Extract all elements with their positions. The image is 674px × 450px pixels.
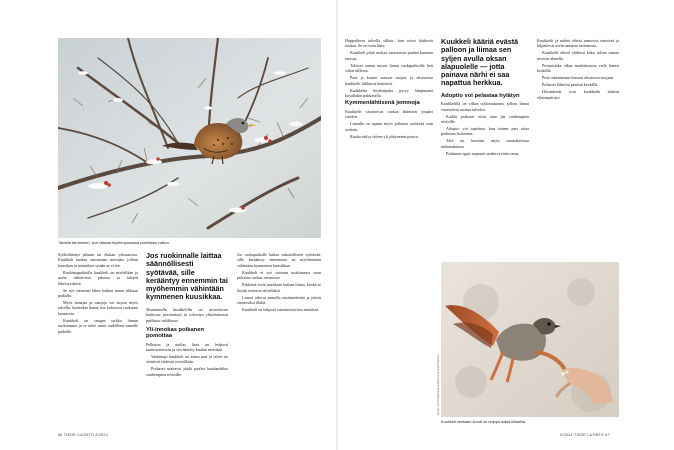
photo-fieldfare: [58, 38, 321, 238]
paragraph: Se syö siemenet lähes kaiken muun rikkaan paikalla.: [58, 287, 138, 299]
paragraph: Pakkaset eivät juurikaan haittaa lintua, koska se löytää ravintoa talvellakin.: [237, 282, 321, 293]
paragraph: Kuukkeli on helposti tunnistettavissa metsässä.: [242, 307, 320, 313]
text-column-3: [237, 252, 321, 428]
page-footer-left: 56 TIEDE LUONTO 2/2024: [58, 433, 109, 437]
paragraph: Adoptio voi tapahtua, kun toinen pari ottaa poikasen hoitoonsa.: [441, 125, 529, 137]
pull-quote: Kuukkeli kääriä evästä palloon ja liimaa sen syljen avulla oksan alapuolelle — jotta painava närhi ei saa napattua herkkua.: [441, 38, 519, 88]
quote: Muutamalla kuukkelilla on tavoitteena kaikessa pesinnässä ja talvensa ylittämisessä pakkuna talikkona.: [146, 306, 228, 323]
section-heading: Kymmenlähtisenä jemmoja: [345, 100, 420, 107]
text-column-5: [441, 38, 529, 260]
paragraph: Talviset aamut tuovat linnut ruokapaikoille heti valon tullessa.: [345, 62, 433, 74]
paragraph: Pesä rakennetaan kuusen oksistoon suojaan.: [542, 75, 615, 81]
paragraph: Kuukkelit varastoivat ruokaa ahkerasti ympäri vuoden.: [345, 108, 433, 120]
paragraph: Linnulla on tapana myös piilottaa syötävää vain osittain.: [345, 121, 433, 132]
text-column-1: [58, 252, 138, 428]
text-column-2: [146, 252, 228, 428]
paragraph: Kuukkeli ei syö suoraan ruokinnasta vaan piilottaa ruokaa varastoon.: [237, 269, 321, 281]
paragraph: Ruoka säilyy talven yli jäätyneenä puissa.: [350, 133, 419, 139]
paragraph: Pesimisaika alkaa maaliskuussa vielä lumen keskellä.: [537, 62, 619, 74]
paragraph: Vanhempi kuukkeli on ainoa pari ja talvet ne viettävät yhdessä reviirillään.: [146, 353, 228, 365]
paragraph: Linnut tulevat aamulla ensimmäisinä ja jäävät viimeisiksi illalla.: [237, 294, 321, 306]
paragraph: Kuukkeli pitää ruokaa varastoissa puiden kaarnan raoissa.: [345, 50, 433, 61]
photo-caption-left: Talvella tarhoneen, kun rakkaa höyhenpuvussa pörhöisen pallon.: [58, 240, 170, 245]
text-column-6: [537, 38, 619, 260]
paragraph: Kuukkelillä on vilkas sylkirauhanen, jolloin linnut varastoivat ruokaa talveksi.: [441, 101, 529, 112]
paragraph: Myös hunajaa ja marjoja voi tarjota myös talvella, kuitenkin linnut itse kokoavat ruokansa luonnosta.: [58, 300, 138, 316]
pull-quote: Jos ruokinnalle laittaa säännöllisesti syötävää, sille kerääntyy ennemmin tai myöhemmin vähintään kymmenen kuusikkaa.: [146, 252, 228, 302]
section-heading: Yli-innokas poikanen pomottaa: [146, 326, 204, 340]
paragraph: Ruokintapaikoilla kuukkeli on mielellään ja usein nähtävissä pihassa ja talojen läheisyydessä.: [58, 269, 138, 286]
paragraph: Kuukkelit ja närhet elävät samoissa metsissä ja kilpailevat usein samasta ravinnosta.: [537, 38, 619, 49]
paragraph: Jos ruokapaikalle laittaa säännöllisesti syötävää, sille kerääntyy ennemmin tai myöhemmin vähintään kymmenen kuusikkaa.: [237, 252, 321, 268]
photo-caption-right: Kuukkeli venkaan koodi on helppo isäsä kiikarilla.: [441, 419, 527, 424]
paragraph: Kaikki poikaset eivät aina jää vanhempien reviirille.: [441, 113, 529, 124]
paragraph: Happailevat talvella silloin, kun toiset kätkevät ruokaa. Se on tuttu lintu.: [345, 38, 433, 49]
paragraph: Kuukkeli on sangen tarkka linnun ruokinnasta ja se tulee usein uudelleen samalle paikalle.: [58, 317, 138, 334]
photo-credit: Kuvat: Jani Korhonen/Luontokuva ja Antti Piirainen: [437, 354, 440, 415]
paragraph: Poikanen oppii nopeasti uuden reviirin tavat.: [446, 150, 520, 156]
photo-siberian-jay: [441, 262, 619, 417]
paragraph: Kuukkelit elävät yhdessä koko talven saman reviirin alueella.: [537, 50, 619, 61]
page-footer-right: 2/2024 TIEDE LUONTO 57: [560, 433, 611, 437]
paragraph: Pelkoton ja utelias lintu on helposti tunnistettavissa ja sen ääntely kuuluu metsästä.: [146, 341, 228, 352]
page-gutter: [336, 0, 338, 450]
paragraph: Havumetsät ovat kuukkelin tärkein elinympäristö.: [537, 89, 619, 100]
paragraph: Tätä on havaittu myös suomalaisissa tutkimuksissa.: [441, 138, 529, 149]
paragraph: Kuukkelin höyhenpuku pysyy lämpimänä kovallakin pakkasella.: [345, 87, 433, 99]
paragraph: Poikaset lähtevät pesästä keväällä.: [542, 82, 599, 88]
paragraph: Syöksähtänyt pihaan tai elukan yökuusessa. Kuukkeli kuuluu ainoastaan metsään, jolloin kuusikon ja männikön sisään se ei tee.: [58, 252, 138, 268]
paragraph: Puut ja kuuset antavat suojaa, ja oksistossa kuukkelit liikkuvat ketterästi.: [345, 75, 433, 86]
paragraph: Poikaset saattavat jäädä pariksi kuukaudeksi vanhempien reviirille.: [146, 366, 228, 377]
section-heading: Adoptio voi pelastaa hylätyn: [441, 92, 520, 99]
text-column-4: [345, 38, 433, 428]
